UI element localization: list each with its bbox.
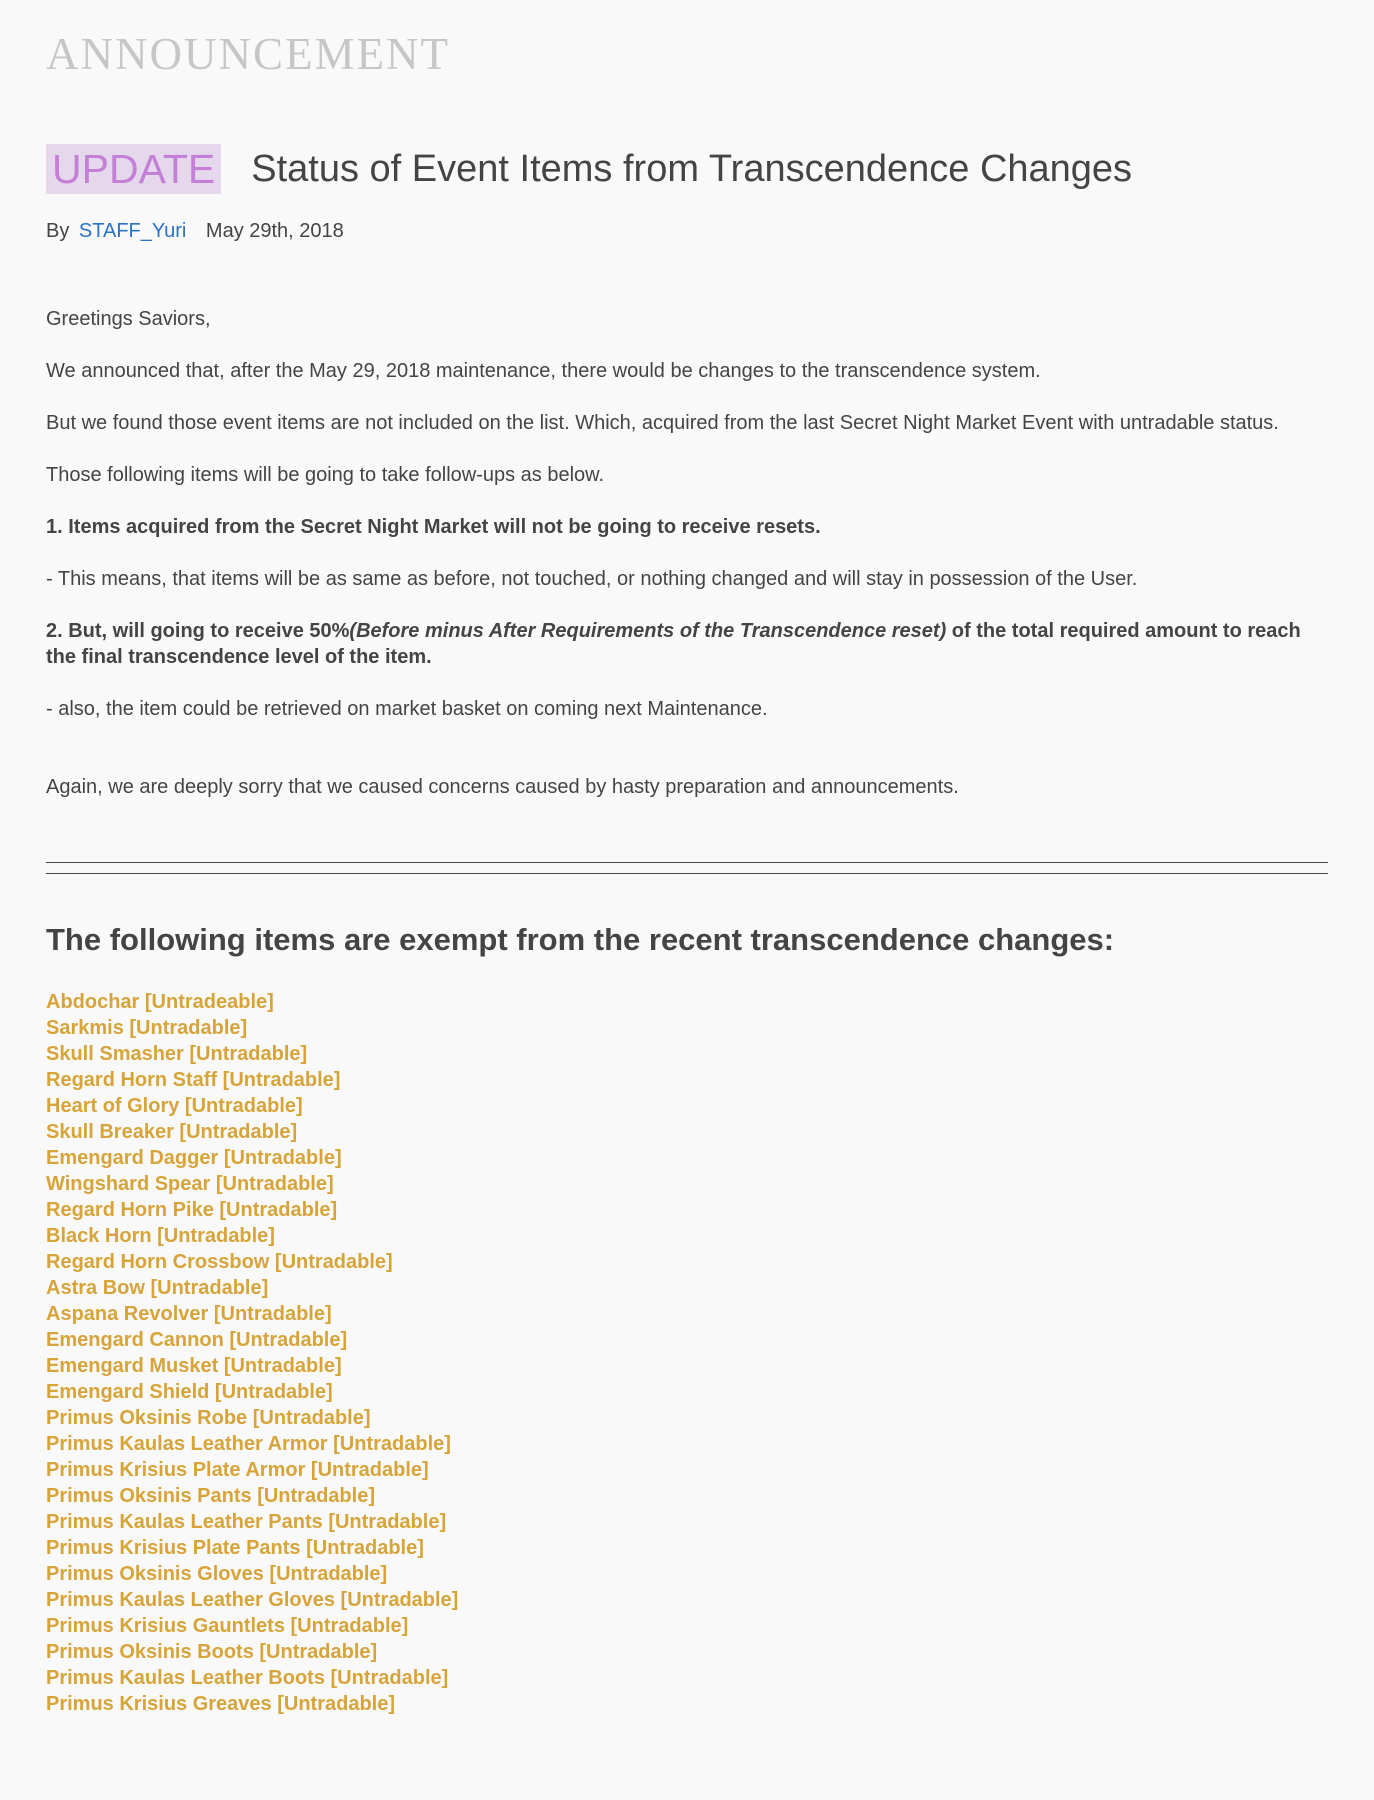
exempt-item: Emengard Cannon [Untradable] [46,1329,348,1351]
paragraph-follow-ups: Those following items will be going to take follow-ups as below. [46,464,605,486]
exempt-item: Primus Kaulas Leather Pants [Untradable] [46,1511,447,1533]
exempt-item: Primus Oksinis Pants [Untradable] [46,1485,375,1507]
exempt-item: Primus Krisius Plate Armor [Untradable] [46,1459,429,1481]
exempt-item: Primus Krisius Gauntlets [Untradable] [46,1615,409,1637]
paragraph-missing-items: But we found those event items are not included on the list. Which, acquired from the last Secret Night Market Event with untradable status. [46,412,1279,434]
exempt-heading: The following items are exempt from the recent transcendence changes: [46,922,1115,957]
exempt-item: Regard Horn Crossbow [Untradable] [46,1251,393,1273]
exempt-item: Primus Kaulas Leather Armor [Untradable] [46,1433,451,1455]
point-2 [46,618,1328,670]
exempt-item: Black Horn [Untradable] [46,1225,275,1247]
update-badge: UPDATE [46,144,221,194]
point-2-end: of the total required amount to reach the final transcendence level of the item. [46,620,1301,668]
post-date: May 29th, 2018 [205,220,344,242]
exempt-item: Emengard Dagger [Untradable] [46,1147,342,1169]
exempt-item: Emengard Musket [Untradable] [46,1355,342,1377]
divider-bottom [46,873,1328,874]
exempt-item: Heart of Glory [Untradable] [46,1095,303,1117]
post-headline [46,144,1132,194]
exempt-item: Sarkmis [Untradable] [46,1017,248,1039]
byline [46,220,344,243]
author-link[interactable]: STAFF_Yuri [78,220,187,242]
exempt-item: Primus Krisius Plate Pants [Untradable] [46,1537,424,1559]
exempt-item: Primus Krisius Greaves [Untradable] [46,1693,396,1715]
exempt-item: Skull Breaker [Untradable] [46,1121,298,1143]
post-title: Status of Event Items from Transcendence Changes [251,147,1133,190]
point-1: 1. Items acquired from the Secret Night Market will not be going to receive resets. [46,516,821,538]
exempt-item: Regard Horn Pike [Untradable] [46,1199,338,1221]
exempt-item: Abdochar [Untradeable] [46,991,274,1013]
divider-top [46,862,1328,863]
byline-prefix: By [46,220,70,242]
point-2-detail: - also, the item could be retrieved on market basket on coming next Maintenance. [46,698,768,720]
apology: Again, we are deeply sorry that we caused concerns caused by hasty preparation and announcements. [46,776,959,798]
exempt-item: Primus Kaulas Leather Boots [Untradable] [46,1667,449,1689]
exempt-item-list [46,989,458,1717]
exempt-item: Aspana Revolver [Untradable] [46,1303,332,1325]
exempt-item: Primus Oksinis Robe [Untradable] [46,1407,371,1429]
exempt-item: Wingshard Spear [Untradable] [46,1173,334,1195]
exempt-item: Skull Smasher [Untradable] [46,1043,308,1065]
paragraph-announcement: We announced that, after the May 29, 2018 maintenance, there would be changes to the transcendence system. [46,360,1041,382]
point-1-detail: - This means, that items will be as same as before, not touched, or nothing changed and will stay in possession of the User. [46,568,1138,590]
post-body [46,306,1328,826]
exempt-item: Primus Kaulas Leather Gloves [Untradable] [46,1589,459,1611]
point-2-italic: (Before minus After Requirements of the Transcendence reset) [349,620,947,642]
exempt-item: Primus Oksinis Boots [Untradable] [46,1641,378,1663]
point-2-start: 2. But, will going to receive 50% [46,620,350,642]
section-title: ANNOUNCEMENT [46,29,450,79]
exempt-item: Regard Horn Staff [Untradable] [46,1069,341,1091]
greeting: Greetings Saviors, [46,308,211,330]
exempt-item: Astra Bow [Untradable] [46,1277,269,1299]
exempt-item: Emengard Shield [Untradable] [46,1381,333,1403]
exempt-item: Primus Oksinis Gloves [Untradable] [46,1563,388,1585]
